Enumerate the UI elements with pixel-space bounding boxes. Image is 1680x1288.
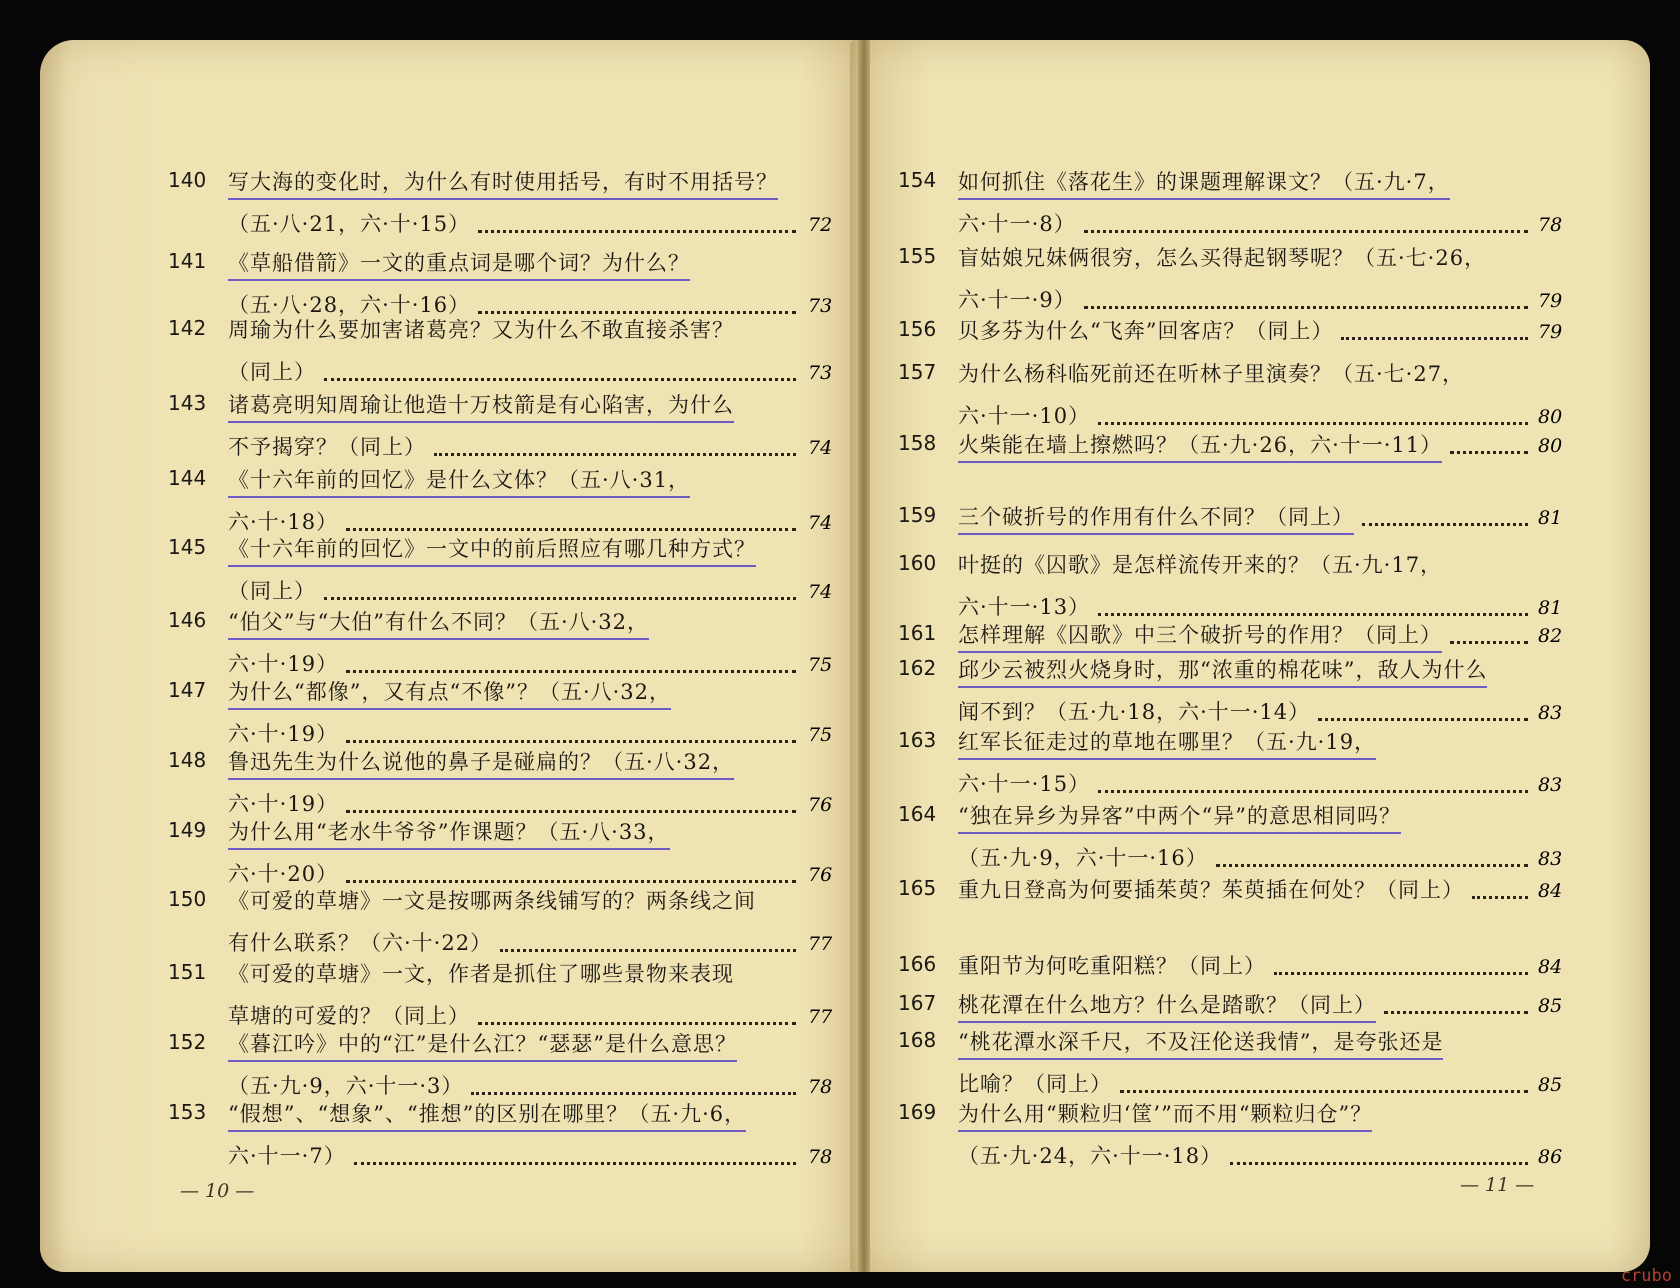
entry-number: 140 bbox=[168, 168, 207, 192]
entry-question: “桃花潭水深千尺，不及汪伦送我情”，是夸张还是 bbox=[958, 1026, 1443, 1060]
entry-page-number: 73 bbox=[808, 295, 833, 317]
dot-leader bbox=[324, 378, 796, 381]
entry-question-continued: 六·十一·8） bbox=[958, 212, 1076, 236]
entry-number: 149 bbox=[168, 818, 207, 842]
entry-page-number: 79 bbox=[1538, 290, 1563, 312]
dot-leader bbox=[346, 880, 796, 883]
dot-leader bbox=[346, 528, 796, 531]
entry-question-continued: 六·十·20） bbox=[228, 862, 339, 886]
entry-question: 《十六年前的回忆》是什么文体？（五·八·31， bbox=[228, 464, 690, 498]
dot-leader bbox=[1120, 1090, 1528, 1093]
entry-number: 150 bbox=[168, 887, 207, 911]
entry-question: 《暮江吟》中的“江”是什么江？“瑟瑟”是什么意思？ bbox=[228, 1028, 737, 1062]
dot-leader bbox=[478, 230, 796, 233]
entry-question-continued: 六·十一·7） bbox=[228, 1144, 346, 1168]
left-page-folio: — 10 — bbox=[180, 1180, 255, 1202]
entry-page-number: 83 bbox=[1538, 774, 1563, 796]
entry-page-number: 84 bbox=[1538, 956, 1563, 978]
entry-question-continued: （五·九·24，六·十一·18） bbox=[958, 1144, 1223, 1168]
entry-question-continued: 六·十·19） bbox=[228, 652, 339, 676]
entry-question-continued: （五·八·21，六·十·15） bbox=[228, 212, 471, 236]
entry-question-continued: 六·十一·10） bbox=[958, 404, 1091, 428]
dot-leader bbox=[478, 1022, 796, 1025]
dot-leader bbox=[1472, 896, 1528, 899]
entry-question: “假想”、“想象”、“推想”的区别在哪里？（五·九·6， bbox=[228, 1098, 746, 1132]
right-page-folio: — 11 — bbox=[1460, 1174, 1535, 1196]
entry-question: 桃花潭在什么地方？什么是踏歌？（同上） bbox=[958, 989, 1376, 1023]
dot-leader bbox=[1341, 337, 1528, 340]
entry-question: “独在异乡为异客”中两个“异”的意思相同吗？ bbox=[958, 800, 1401, 834]
entry-question-continued: （五·九·9，六·十一·3） bbox=[228, 1074, 464, 1098]
entry-question-continued: 六·十·19） bbox=[228, 722, 339, 746]
entry-number: 163 bbox=[898, 728, 937, 752]
entry-page-number: 86 bbox=[1538, 1146, 1563, 1168]
entry-question-continued: （同上） bbox=[228, 360, 316, 384]
entry-page-number: 78 bbox=[808, 1146, 833, 1168]
entry-number: 145 bbox=[168, 535, 207, 559]
entry-question: 红军长征走过的草地在哪里？（五·九·19， bbox=[958, 726, 1376, 760]
entry-question-continued: 六·十·19） bbox=[228, 792, 339, 816]
entry-question: 重九日登高为何要插茱萸？茱萸插在何处？（同上） bbox=[958, 878, 1464, 902]
entry-question: “伯父”与“大伯”有什么不同？（五·八·32， bbox=[228, 606, 649, 640]
dot-leader bbox=[1084, 230, 1528, 233]
entry-question-continued: 草塘的可爱的？（同上） bbox=[228, 1004, 470, 1028]
dot-leader bbox=[1098, 613, 1528, 616]
entry-question-continued: （同上） bbox=[228, 579, 316, 603]
entry-page-number: 80 bbox=[1538, 435, 1563, 457]
entry-page-number: 85 bbox=[1538, 1074, 1563, 1096]
dot-leader bbox=[1084, 306, 1528, 309]
entry-page-number: 81 bbox=[1538, 507, 1563, 529]
entry-number: 141 bbox=[168, 249, 207, 273]
entry-question: 三个破折号的作用有什么不同？（同上） bbox=[958, 501, 1354, 535]
entry-page-number: 76 bbox=[808, 794, 833, 816]
entry-question: 怎样理解《囚歌》中三个破折号的作用？（同上） bbox=[958, 619, 1442, 653]
entry-number: 166 bbox=[898, 952, 937, 976]
entry-question: 为什么用“颗粒归‘筐’”而不用“颗粒归仓”？ bbox=[958, 1098, 1372, 1132]
entry-question: 《可爱的草塘》一文，作者是抓住了哪些景物来表现 bbox=[228, 962, 734, 986]
entry-question-continued: 六·十·18） bbox=[228, 510, 339, 534]
entry-question: 《草船借箭》一文的重点词是哪个词？为什么？ bbox=[228, 247, 690, 281]
entry-page-number: 77 bbox=[808, 933, 833, 955]
entry-number: 151 bbox=[168, 960, 207, 984]
entry-page-number: 77 bbox=[808, 1006, 833, 1028]
entry-question: 邱少云被烈火烧身时，那“浓重的棉花味”，敌人为什么 bbox=[958, 654, 1487, 688]
entry-question: 周瑜为什么要加害诸葛亮？又为什么不敢直接杀害？ bbox=[228, 318, 734, 342]
dot-leader bbox=[434, 453, 796, 456]
entry-number: 144 bbox=[168, 466, 207, 490]
entry-number: 146 bbox=[168, 608, 207, 632]
entry-number: 167 bbox=[898, 991, 937, 1015]
entry-page-number: 85 bbox=[1538, 995, 1563, 1017]
entry-question-continued: 六·十一·9） bbox=[958, 288, 1076, 312]
entry-number: 160 bbox=[898, 551, 937, 575]
entry-number: 152 bbox=[168, 1030, 207, 1054]
entry-question-continued: 比喻？（同上） bbox=[958, 1072, 1112, 1096]
entry-question: 如何抓住《落花生》的课题理解课文？（五·九·7， bbox=[958, 166, 1450, 200]
entry-number: 162 bbox=[898, 656, 937, 680]
entry-page-number: 74 bbox=[808, 437, 833, 459]
entry-number: 156 bbox=[898, 317, 937, 341]
entry-page-number: 72 bbox=[808, 214, 833, 236]
watermark: crubo bbox=[1620, 1266, 1672, 1286]
entry-number: 157 bbox=[898, 360, 937, 384]
entry-number: 155 bbox=[898, 244, 937, 268]
dot-leader bbox=[346, 670, 796, 673]
entry-number: 164 bbox=[898, 802, 937, 826]
entry-number: 169 bbox=[898, 1100, 937, 1124]
dot-leader bbox=[1318, 718, 1528, 721]
entry-page-number: 83 bbox=[1538, 702, 1563, 724]
entry-question-continued: 不予揭穿？（同上） bbox=[228, 435, 426, 459]
entry-question: 诸葛亮明知周瑜让他造十万枝箭是有心陷害，为什么 bbox=[228, 389, 734, 423]
entry-question-continued: （五·八·28，六·十·16） bbox=[228, 293, 471, 317]
entry-question: 盲姑娘兄妹俩很穷，怎么买得起钢琴呢？（五·七·26， bbox=[958, 246, 1487, 270]
dot-leader bbox=[500, 949, 796, 952]
dot-leader bbox=[354, 1162, 796, 1165]
entry-question: 《可爱的草塘》一文是按哪两条线铺写的？两条线之间 bbox=[228, 889, 756, 913]
dot-leader bbox=[1274, 972, 1528, 975]
entry-question: 为什么用“老水牛爷爷”作课题？（五·八·33， bbox=[228, 816, 670, 850]
entry-question: 重阳节为何吃重阳糕？（同上） bbox=[958, 954, 1266, 978]
entry-question-continued: 闻不到？（五·九·18，六·十一·14） bbox=[958, 700, 1311, 724]
dot-leader bbox=[346, 810, 796, 813]
entry-page-number: 81 bbox=[1538, 597, 1563, 619]
entry-page-number: 74 bbox=[808, 581, 833, 603]
dot-leader bbox=[1098, 422, 1528, 425]
entry-question: 《十六年前的回忆》一文中的前后照应有哪几种方式？ bbox=[228, 533, 756, 567]
entry-number: 161 bbox=[898, 621, 937, 645]
entry-number: 165 bbox=[898, 876, 937, 900]
entry-number: 143 bbox=[168, 391, 207, 415]
entry-page-number: 84 bbox=[1538, 880, 1563, 902]
entry-number: 168 bbox=[898, 1028, 937, 1052]
entry-question-continued: 六·十一·13） bbox=[958, 595, 1091, 619]
dot-leader bbox=[1216, 864, 1528, 867]
entry-number: 147 bbox=[168, 678, 207, 702]
entry-page-number: 78 bbox=[808, 1076, 833, 1098]
entry-question: 鲁迅先生为什么说他的鼻子是碰扁的？（五·八·32， bbox=[228, 746, 734, 780]
entry-question: 叶挺的《囚歌》是怎样流传开来的？（五·九·17， bbox=[958, 553, 1443, 577]
entry-question: 火柴能在墙上擦燃吗？（五·九·26，六·十一·11） bbox=[958, 429, 1442, 463]
entry-number: 153 bbox=[168, 1100, 207, 1124]
entry-page-number: 75 bbox=[808, 654, 833, 676]
dot-leader bbox=[1230, 1162, 1528, 1165]
entry-page-number: 75 bbox=[808, 724, 833, 746]
entry-number: 159 bbox=[898, 503, 937, 527]
entry-number: 142 bbox=[168, 316, 207, 340]
dot-leader bbox=[1450, 451, 1528, 454]
dot-leader bbox=[1384, 1011, 1528, 1014]
entry-question-continued: 六·十一·15） bbox=[958, 772, 1091, 796]
entry-page-number: 74 bbox=[808, 512, 833, 534]
dot-leader bbox=[324, 597, 796, 600]
dot-leader bbox=[1362, 523, 1528, 526]
entry-page-number: 83 bbox=[1538, 848, 1563, 870]
entry-page-number: 76 bbox=[808, 864, 833, 886]
entry-page-number: 82 bbox=[1538, 625, 1563, 647]
dot-leader bbox=[471, 1092, 796, 1095]
entry-number: 148 bbox=[168, 748, 207, 772]
dot-leader bbox=[1450, 641, 1528, 644]
entry-question: 为什么杨科临死前还在听林子里演奏？（五·七·27， bbox=[958, 362, 1465, 386]
entry-question: 贝多芬为什么“飞奔”回客店？（同上） bbox=[958, 319, 1334, 343]
entry-page-number: 73 bbox=[808, 362, 833, 384]
dot-leader bbox=[346, 740, 796, 743]
entry-number: 154 bbox=[898, 168, 937, 192]
entry-question-continued: （五·九·9，六·十一·16） bbox=[958, 846, 1208, 870]
book-gutter bbox=[858, 40, 870, 1272]
entry-page-number: 80 bbox=[1538, 406, 1563, 428]
entry-question: 写大海的变化时，为什么有时使用括号，有时不用括号？ bbox=[228, 166, 778, 200]
entry-number: 158 bbox=[898, 431, 937, 455]
entry-question: 为什么“都像”，又有点“不像”？（五·八·32， bbox=[228, 676, 671, 710]
entry-question-continued: 有什么联系？（六·十·22） bbox=[228, 931, 493, 955]
entry-page-number: 78 bbox=[1538, 214, 1563, 236]
entry-page-number: 79 bbox=[1538, 321, 1563, 343]
dot-leader bbox=[1098, 790, 1528, 793]
